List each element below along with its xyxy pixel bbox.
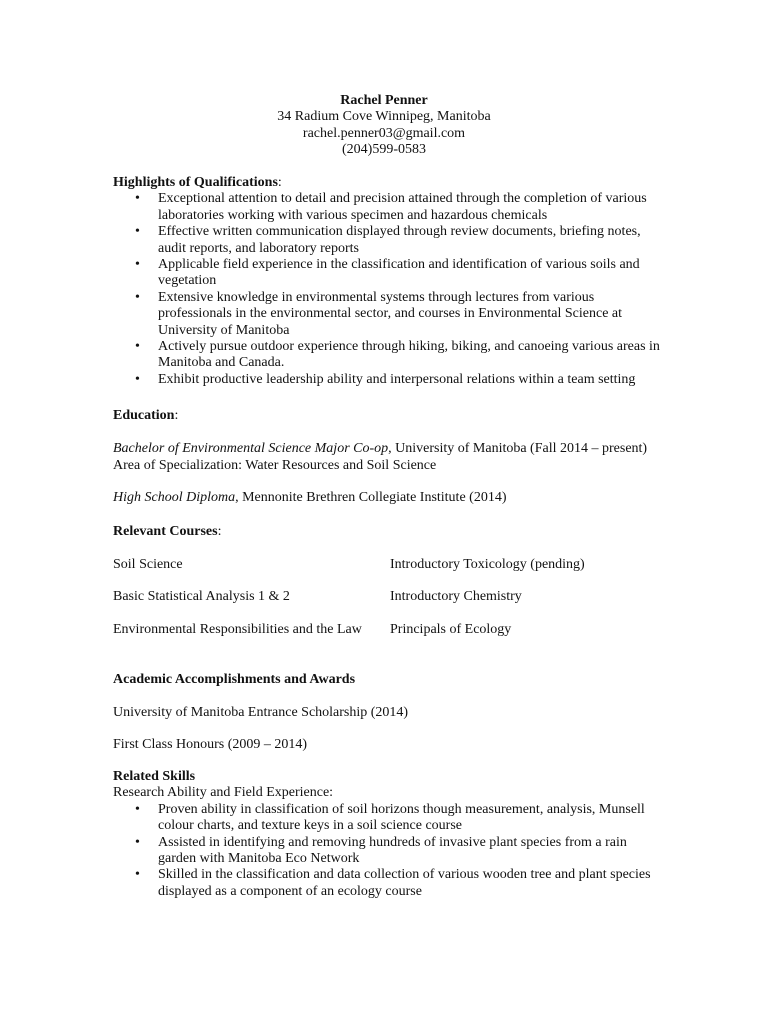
section-title: Education: [113,408,179,423]
course: Soil Science [113,557,183,572]
specialization: Area of Specialization: Water Resources and Soil Science [113,457,437,473]
skills-subtitle: Research Ability and Field Experience: [113,785,334,801]
item-text: Skilled in the classification and data collection of various wooden tree and plant species displayed as a component of an ecology course [158,867,651,899]
highlights-list [113,191,668,388]
item-text: Exceptional attention to detail and precision attained through the completion of various laboratories working with various specimen and hazardous chemicals [158,191,647,223]
list-item [113,191,668,224]
bullet-icon: • [135,371,140,387]
skills-list [113,802,668,900]
skills-section [113,769,668,900]
item-text: Extensive knowledge in environmental systems through lectures from various professionals in the environmental sector, and courses in Environmental Science at University of Manitoba [158,289,623,338]
item-text: Assisted in identifying and removing hundreds of invasive plant species from a rain garden with Manitoba Eco Network [158,834,627,867]
contact-header [0,93,768,159]
list-item [113,290,668,339]
bullet-icon: • [135,191,140,207]
address: 34 Radium Cove Winnipeg, Manitoba [277,109,491,125]
list-item [113,372,668,388]
course: Introductory Chemistry [390,589,522,604]
bullet-icon: • [135,339,140,355]
item-text: Applicable field experience in the classification and identification of various soils and vegetation [158,257,640,289]
course: Principals of Ecology [390,622,512,637]
course: Basic Statistical Analysis 1 & 2 [113,589,290,604]
item-text: Effective written communication displayed through review documents, briefing notes, audit reports, and laboratory reports [158,224,641,256]
section-title: Related Skills [113,769,196,784]
email: rachel.penner03@gmail.com [302,125,466,141]
highlights-section [113,175,668,388]
list-item [113,835,668,868]
award: University of Manitoba Entrance Scholarship (2014) [113,705,409,720]
phone: (204)599-0583 [342,142,426,158]
item-text: Actively pursue outdoor experience through hiking, biking, and canoeing various areas in Manitoba and Canada. [158,339,660,371]
diploma: High School Diploma, Mennonite Brethren Collegiate Institute (2014) [113,490,507,506]
course: Environmental Responsibilities and the Law [113,622,362,637]
bullet-icon: • [135,867,140,883]
bullet-icon: • [135,801,140,817]
awards-title: Academic Accomplishments and Awards [113,672,356,687]
award: First Class Honours (2009 – 2014) [113,737,308,752]
bullet-icon: • [135,834,140,850]
bullet-icon: • [135,257,140,273]
course: Introductory Toxicology (pending) [390,557,585,572]
degree: Bachelor of Environmental Science Major Co-op, University of Manitoba (Fall 2014 – present) [113,441,648,457]
item-text: Proven ability in classification of soil horizons though measurement, analysis, Munsell colour charts, and texture keys in a soil science course [158,801,645,834]
courses-title: Relevant Courses: [113,524,222,539]
list-item [113,257,668,290]
list-item [113,867,668,900]
list-item [113,802,668,835]
bullet-icon: • [135,289,140,305]
bullet-icon: • [135,224,140,240]
section-title: Highlights of Qualifications: [113,175,282,190]
list-item [113,339,668,372]
item-text: Exhibit productive leadership ability and interpersonal relations within a team setting [158,371,636,387]
name: Rachel Penner [340,93,428,108]
education-section [113,408,647,507]
list-item [113,224,668,257]
